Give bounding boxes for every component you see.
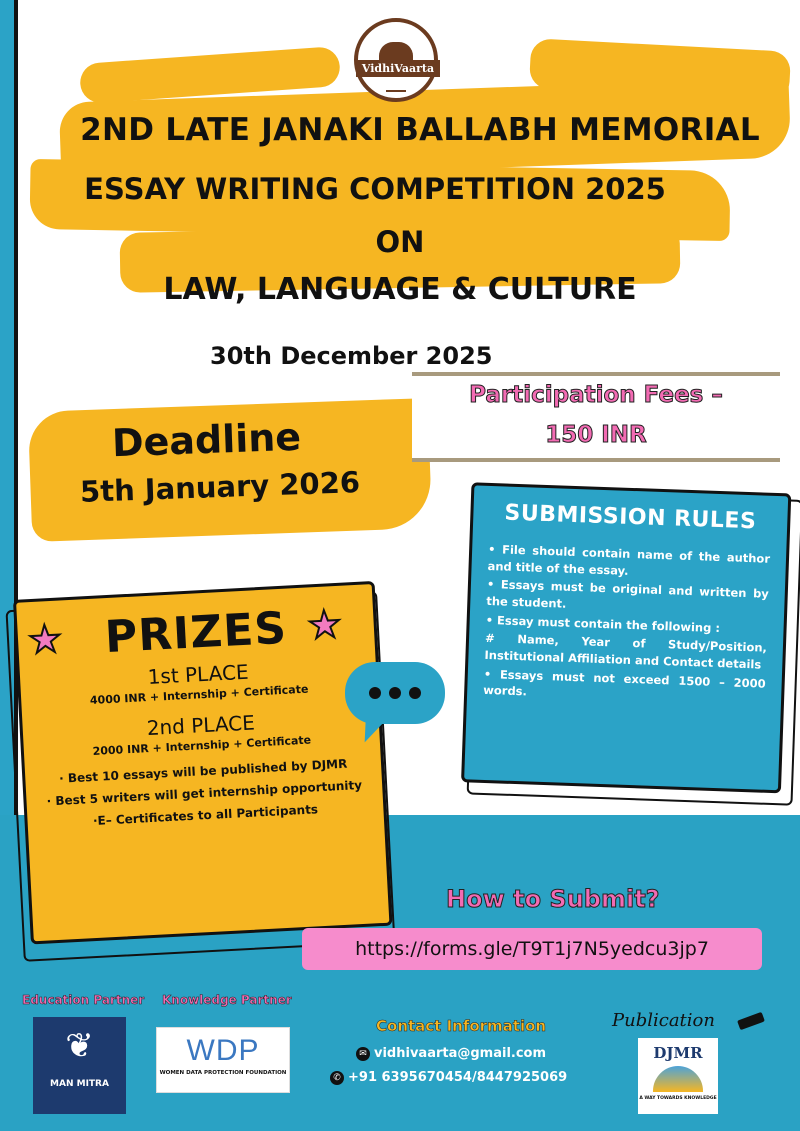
prizes-heading: PRIZES <box>103 602 289 664</box>
man-mitra-name: MAN MITRA <box>50 1079 109 1089</box>
contact-phone-text[interactable]: +91 6395670454/8447925069 <box>348 1070 568 1085</box>
book-icon <box>653 1066 703 1092</box>
wdp-subtitle: WOMEN DATA PROTECTION FOUNDATION <box>159 1070 287 1076</box>
prizes-panel <box>13 581 393 944</box>
rule-item: • Essays must be original and written by the student. <box>486 577 770 611</box>
dot-icon <box>389 687 401 699</box>
knowledge-partner-label: Knowledge Partner <box>162 993 292 1007</box>
tree-icon: ❦ <box>65 1026 94 1066</box>
dot-icon <box>369 687 381 699</box>
event-date: 30th December 2025 <box>210 342 493 370</box>
rules-heading: SUBMISSION RULES <box>504 500 757 535</box>
chat-bubble-icon <box>345 662 445 724</box>
wdp-logo <box>156 1027 290 1093</box>
submission-link-text[interactable]: https://forms.gle/T9T1j7N5yedcu3jp7 <box>355 938 709 960</box>
how-to-submit-heading: How to Submit? <box>446 885 660 913</box>
rule-item: • Essay must contain the following : <box>485 612 721 635</box>
fees-label: Participation Fees – <box>469 382 723 408</box>
prize-bullet: · Best 5 writers will get internship opportunity <box>46 777 363 809</box>
scale-icon <box>386 84 406 92</box>
contact-heading: Contact Information <box>376 1017 547 1035</box>
man-mitra-logo <box>33 1017 126 1114</box>
star-icon: ★ <box>306 601 343 648</box>
second-place-label: 2nd PLACE <box>146 710 256 741</box>
rules-list <box>483 541 770 709</box>
deadline-date: 5th January 2026 <box>79 465 361 509</box>
mail-icon: ✉ <box>356 1047 370 1061</box>
rule-item: # Name, Year of Study/Position, Institutional Affiliation and Contact details <box>484 631 768 672</box>
vidhivaarta-logo <box>354 18 438 102</box>
first-place-label: 1st PLACE <box>147 659 250 689</box>
title-line-2: ESSAY WRITING COMPETITION 2025 <box>84 172 666 206</box>
first-place-detail: 4000 INR + Internship + Certificate <box>89 682 309 708</box>
prize-bullet: · Best 10 essays will be published by DJMR <box>58 756 348 786</box>
contact-phone[interactable] <box>330 1070 567 1085</box>
dot-icon <box>409 687 421 699</box>
logo-text: VidhiVaarta <box>356 60 440 77</box>
djmr-logo <box>638 1038 718 1114</box>
publication-label: Publication <box>612 1010 715 1031</box>
deadline-label: Deadline <box>111 414 302 466</box>
prize-bullet: ·E– Certificates to all Participants <box>92 802 319 829</box>
fees-amount: 150 INR <box>545 422 647 448</box>
contact-email-text[interactable]: vidhivaarta@gmail.com <box>374 1046 547 1061</box>
submission-rules-panel <box>461 482 791 793</box>
prizes-card <box>13 581 401 955</box>
rule-item: • Essays must not exceed 1500 – 2000 words. <box>483 666 766 699</box>
education-partner-label: Education Partner <box>22 993 145 1007</box>
wdp-title: WDP <box>186 1034 260 1067</box>
rule-item: • File should contain name of the author and title of the essay. <box>487 541 771 578</box>
phone-icon: ✆ <box>330 1071 344 1085</box>
second-place-detail: 2000 INR + Internship + Certificate <box>92 733 312 758</box>
djmr-tagline: A WAY TOWARDS KNOWLEDGE <box>639 1096 717 1101</box>
title-line-1: 2ND LATE JANAKI BALLABH MEMORIAL <box>80 112 760 148</box>
djmr-title: DJMR <box>653 1044 703 1062</box>
submission-rules-card <box>461 482 800 803</box>
title-line-3: ON <box>375 225 425 259</box>
contact-email[interactable] <box>356 1046 546 1061</box>
participation-fees <box>412 372 780 462</box>
submission-link[interactable] <box>302 928 762 970</box>
star-icon: ★ <box>26 616 64 663</box>
title-line-4: LAW, LANGUAGE & CULTURE <box>163 272 637 307</box>
